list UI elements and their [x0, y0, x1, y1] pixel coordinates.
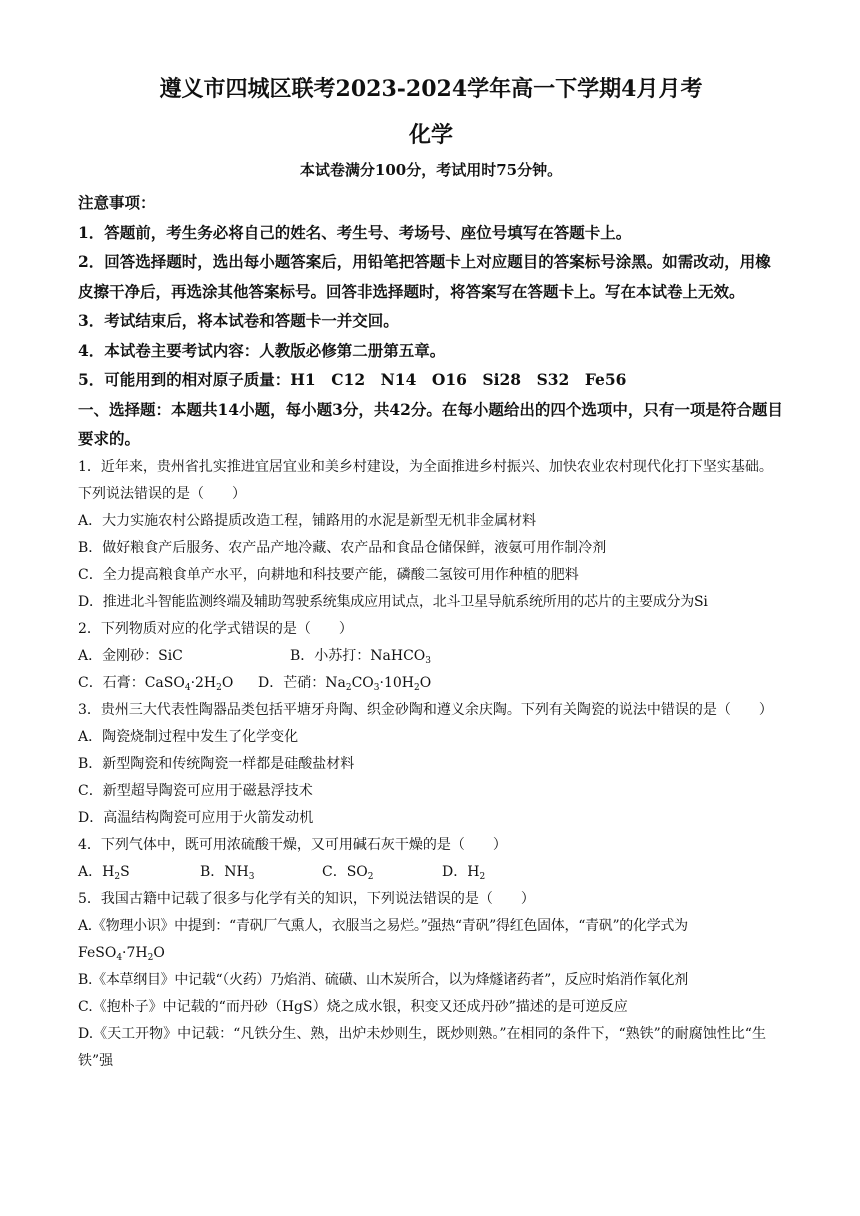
question-2-options-row-1 — [78, 643, 784, 670]
question-2-options-row-2 — [78, 670, 784, 697]
question-4-option-a: A．$H_2S$ — [78, 863, 130, 882]
question-4-option-b: B．$NH_3$ — [200, 863, 255, 882]
question-2-stem: 2．下列物质对应的化学式错误的是（ ） — [78, 620, 353, 637]
notice-item-3: 3．考试结束后，将本试卷和答题卡一并交回。 — [78, 311, 399, 330]
question-1-option-d: D．推进北斗智能监测终端及辅助驾驶系统集成应用试点，北斗卫星导航系统所用的芯片的主要成分为Si — [78, 593, 708, 610]
notice-item-1: 1．答题前，考生务必将自己的姓名、考生号、考场号、座位号填写在答题卡上。 — [78, 222, 632, 242]
question-5-option-c: C.《抱朴子》中记载的“而丹砂（HgS）烧之成水银，积变又还成丹砂”描述的是可逆反应 — [78, 998, 628, 1015]
question-3-option-d: D．高温结构陶瓷可应用于火箭发动机 — [78, 809, 314, 826]
notice-item-5: 5．可能用到的相对原子质量：H1 C12 N14 O16 Si28 S32 Fe56 — [78, 370, 627, 389]
question-5-stem: 5．我国古籍中记载了很多与化学有关的知识，下列说法错误的是（ ） — [78, 890, 535, 907]
question-2-option-a: A．金刚砂：SiC — [78, 647, 183, 664]
question-4-options-row — [78, 859, 784, 886]
exam-title: 遵义市四城区联考2023-2024学年高一下学期4月月考 — [159, 76, 703, 102]
exam-subject: 化学 — [408, 122, 453, 148]
question-1-option-b: B．做好粮食产后服务、农产品产地冷藏、农产品和食品仓储保鲜，液氨可用作制冷剂 — [78, 539, 607, 556]
question-5-option-b: B.《本草纲目》中记载“（火药）乃焰消、硫磺、山木炭所合，以为烽燧诸药者”，反应时焰消作氧化剂 — [78, 971, 688, 988]
question-4-option-c: C．$SO_2$ — [322, 863, 374, 882]
section-heading: 一、选择题：本题共14小题，每小题3分，共42分。在每小题给出的四个选项中，只有一项是符合题目要求的。 — [78, 399, 783, 448]
exam-info: 本试卷满分100分，考试用时75分钟。 — [299, 161, 563, 179]
question-5-option-a-line-2: $FeSO_4\cdot 7H_2O$ — [78, 944, 165, 963]
question-3-option-a: A．陶瓷烧制过程中发生了化学变化 — [78, 728, 299, 745]
question-5-option-a-line-1: A.《物理小识》中提到：“青矾厂气熏人，衣服当之易烂。”强热“青矾”得红色固体，“青矾”的化学式为 — [78, 917, 688, 934]
question-2-option-b: B．小苏打：NaHCO$_3$ — [290, 647, 432, 666]
question-3-option-b: B．新型陶瓷和传统陶瓷一样都是硅酸盐材料 — [78, 755, 355, 772]
question-4-option-d: D．$H_2$ — [442, 863, 486, 882]
notice-item-4: 4．本试卷主要考试内容：人教版必修第二册第五章。 — [78, 340, 446, 360]
question-3-stem: 3．贵州三大代表性陶器品类包括平塘牙舟陶、织金砂陶和遵义余庆陶。下列有关陶瓷的说法中错误的是（ ） — [78, 701, 773, 718]
notice-item-2: 2．回答选择题时，选出每小题答案后，用铅笔把答题卡上对应题目的答案标号涂黑。如需改动，用橡皮擦干净后，再选涂其他答案标号。回答非选择题时，将答案写在答题卡上。写在本试卷上无效。 — [78, 252, 771, 301]
question-4-stem: 4．下列气体中，既可用浓硫酸干燥，又可用碱石灰干燥的是（ ） — [78, 836, 507, 853]
question-2-option-d: D．芒硝：$Na_2CO_3\cdot 10H_2O$ — [258, 674, 432, 693]
question-5-option-d: D.《天工开物》中记载：“凡铁分生、熟，出炉未炒则生，既炒则熟。”在相同的条件下，“熟铁”的耐腐蚀性比“生铁”强 — [78, 1025, 766, 1069]
question-1-option-a: A．大力实施农村公路提质改造工程，铺路用的水泥是新型无机非金属材料 — [78, 512, 537, 529]
question-2-option-c: C．石膏：$CaSO_4\cdot 2H_2O$ — [78, 674, 234, 693]
notice-heading: 注意事项： — [78, 193, 156, 212]
question-1-stem: 1．近年来，贵州省扎实推进宜居宜业和美乡村建设，为全面推进乡村振兴、加快农业农村现代化打下坚实基础。下列说法错误的是（ ） — [78, 458, 773, 502]
question-3-option-c: C．新型超导陶瓷可应用于磁悬浮技术 — [78, 782, 313, 799]
question-1-option-c: C．全力提高粮食单产水平，向耕地和科技要产能，磷酸二氢铵可用作种植的肥料 — [78, 566, 579, 583]
exam-page — [78, 72, 784, 1075]
